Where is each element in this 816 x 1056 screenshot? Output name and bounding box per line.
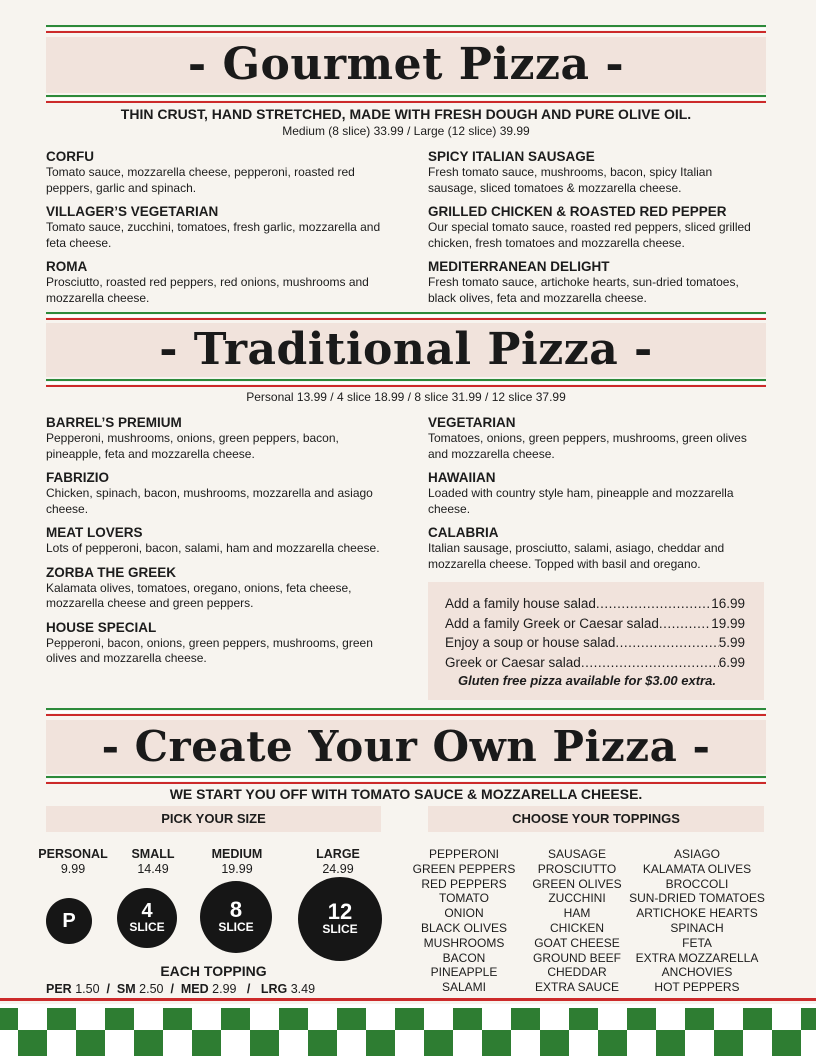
topping-item[interactable]: FETA — [682, 935, 712, 950]
checker-border — [0, 1004, 816, 1056]
extras-box — [428, 582, 764, 700]
item-description: Loaded with country style ham, pineapple and mozzarella cheese. — [428, 486, 734, 516]
size-medium[interactable] — [192, 847, 282, 877]
create-tagline: WE START YOU OFF WITH TOMATO SAUCE & MOZZARELLA CHEESE. — [169, 786, 643, 802]
menu-item — [428, 414, 764, 462]
small-size-circle — [117, 888, 177, 948]
topping-item[interactable]: PEPPERONI — [428, 847, 500, 861]
topping-item[interactable]: BLACK OLIVES — [420, 920, 508, 935]
tp-value: 2.99 — [212, 982, 237, 996]
item-name: ZORBA THE GREEK — [46, 564, 177, 580]
circle-label: 8 — [229, 897, 243, 923]
menu-item — [46, 564, 391, 612]
topping-item[interactable]: SAUSAGE — [547, 847, 607, 861]
tp-sep: / — [246, 982, 251, 996]
tp-label: SM — [116, 982, 136, 996]
topping-item[interactable]: ZUCCHINI — [548, 891, 606, 906]
size-price: 24.99 — [322, 862, 354, 876]
item-description: Italian sausage, prosciutto, salami, asiago, cheddar and mozzarella cheese. Topped with basil and oregano. — [428, 541, 725, 571]
item-name: CORFU — [46, 149, 94, 164]
extra-label: Enjoy a soup or house salad — [445, 635, 616, 650]
gourmet-prices: Medium (8 slice) 33.99 / Large (12 slice) 39.99 — [282, 124, 530, 138]
topping-item[interactable]: TOMATO — [438, 891, 489, 906]
tp-value: 2.50 — [139, 982, 164, 996]
item-name: HAWAIIAN — [428, 470, 496, 485]
stripe-divider — [46, 25, 766, 34]
tp-value: 3.49 — [290, 982, 316, 996]
menu-item — [428, 148, 764, 196]
menu-item — [46, 258, 391, 306]
item-name: HOUSE SPECIAL — [46, 619, 157, 635]
extra-price: 6.99 — [718, 654, 745, 670]
item-description: Pepperoni, bacon, onions, green peppers, mushrooms, green olives and mozzarella cheese. — [46, 635, 373, 665]
extra-price: 16.99 — [711, 596, 745, 611]
menu-item — [46, 524, 391, 557]
dot-leader — [615, 633, 718, 653]
size-header: PICK YOUR SIZE — [46, 806, 381, 832]
menu-item — [428, 524, 764, 572]
tp-sep: / — [170, 982, 174, 996]
topping-item[interactable]: BACON — [442, 950, 486, 965]
stripe-divider — [46, 312, 766, 321]
stripe-divider — [46, 379, 766, 388]
topping-item[interactable]: BROCCOLI — [665, 876, 729, 891]
traditional-right-column — [428, 414, 764, 579]
circle-slice-label: SLICE — [129, 920, 165, 935]
topping-item[interactable]: EXTRA SAUCE — [534, 980, 620, 995]
traditional-title: - Traditional Pizza - — [159, 324, 653, 375]
topping-item[interactable]: ARTICHOKE HEARTS — [636, 906, 758, 921]
extra-row — [445, 594, 745, 614]
item-name: MEDITERRANEAN DELIGHT — [428, 259, 610, 274]
circle-label: 12 — [327, 899, 353, 925]
size-name: LARGE — [316, 847, 360, 861]
stripe-divider — [46, 776, 766, 785]
dot-leader — [659, 614, 711, 634]
size-price: 14.49 — [137, 862, 169, 876]
extra-price: 5.99 — [718, 635, 745, 650]
topping-item[interactable]: ONION — [444, 906, 484, 921]
item-name: ROMA — [46, 259, 88, 274]
item-name: FABRIZIO — [46, 470, 109, 485]
extra-label: Greek or Caesar salad — [445, 654, 581, 670]
bottom-stripe-red — [0, 998, 816, 1001]
gourmet-title: - Gourmet Pizza - — [187, 39, 625, 90]
large-size-circle — [298, 877, 382, 961]
topping-item[interactable]: ANCHOVIES — [661, 965, 733, 980]
circle-slice-label: SLICE — [322, 922, 358, 937]
topping-item[interactable]: SUN-DRIED TOMATOES — [629, 891, 765, 906]
topping-item[interactable]: GREEN PEPPERS — [412, 861, 516, 876]
stripe-divider — [46, 95, 766, 104]
menu-item — [46, 414, 391, 462]
topping-prices — [46, 982, 315, 996]
topping-item[interactable]: PINEAPPLE — [430, 965, 498, 980]
create-banner — [46, 720, 766, 774]
circle-slice-label: SLICE — [218, 920, 254, 935]
menu-item — [46, 203, 391, 251]
menu-item — [46, 619, 391, 667]
item-description: Tomatoes, onions, green peppers, mushrooms, green olives and mozzarella cheese. — [428, 431, 747, 461]
size-price: 9.99 — [60, 862, 86, 876]
item-name: BARREL’S PREMIUM — [46, 415, 182, 430]
extra-label: Add a family Greek or Caesar salad — [445, 615, 659, 631]
size-large[interactable] — [293, 847, 383, 877]
item-description: Tomato sauce, zucchini, tomatoes, fresh garlic, mozzarella and feta cheese. — [46, 220, 381, 250]
topping-item[interactable]: KALAMATA OLIVES — [642, 861, 752, 876]
item-description: Lots of pepperoni, bacon, salami, ham and mozzarella cheese. — [46, 541, 380, 555]
medium-size-circle — [200, 881, 272, 953]
stripe-divider — [46, 708, 766, 717]
item-description: Kalamata olives, tomatoes, oregano, onions, feta cheese, mozzarella cheese and green peppers. — [46, 580, 352, 610]
topping-item[interactable]: HOT PEPPERS — [654, 980, 740, 995]
topping-item[interactable]: PROSCIUTTO — [537, 861, 617, 876]
item-description: Fresh tomato sauce, artichoke hearts, sun-dried tomatoes, black olives, feta and mozzarella cheese. — [428, 275, 739, 305]
traditional-left-column — [46, 414, 391, 674]
tp-sep: / — [106, 982, 110, 996]
toppings-column-2 — [523, 847, 631, 995]
personal-size-circle — [46, 898, 92, 944]
dot-leader — [596, 594, 711, 614]
size-price: 19.99 — [221, 862, 253, 876]
menu-item — [428, 469, 764, 517]
item-name: MEAT LOVERS — [46, 525, 143, 540]
extra-row — [445, 653, 745, 673]
topping-item[interactable]: ASIAGO — [673, 847, 720, 861]
item-description: Prosciutto, roasted red peppers, red onions, mushrooms and mozzarella cheese. — [46, 275, 369, 305]
tp-label: PER — [46, 982, 72, 996]
each-topping-heading: EACH TOPPING — [160, 963, 267, 979]
topping-item[interactable]: RED PEPPERS — [421, 876, 507, 891]
topping-item[interactable]: CHICKEN — [549, 920, 604, 935]
topping-item[interactable]: GROUND BEEF — [532, 950, 621, 965]
topping-item[interactable]: GREEN OLIVES — [532, 876, 622, 891]
topping-item[interactable]: SALAMI — [441, 980, 486, 995]
gourmet-banner — [46, 37, 766, 93]
extra-row — [445, 614, 745, 634]
item-name: GRILLED CHICKEN & ROASTED RED PEPPER — [428, 204, 727, 219]
topping-item[interactable]: EXTRA MOZZARELLA — [635, 950, 759, 965]
item-name: VEGETARIAN — [428, 415, 516, 430]
extra-label: Add a family house salad — [445, 596, 596, 611]
item-description: Fresh tomato sauce, mushrooms, bacon, spicy Italian sausage, sliced tomatoes & mozzarella cheese. — [428, 165, 713, 195]
size-name: PERSONAL — [38, 847, 108, 861]
menu-item — [428, 203, 764, 251]
toppings-column-1 — [405, 847, 523, 995]
menu-item — [46, 469, 391, 517]
tp-label: MED — [180, 982, 209, 996]
item-description: Chicken, spinach, bacon, mushrooms, mozzarella and asiago cheese. — [46, 486, 373, 516]
item-description: Pepperoni, mushrooms, onions, green peppers, bacon, pineapple, feta and mozzarella cheese. — [46, 431, 339, 461]
gourmet-right-column — [428, 148, 764, 313]
topping-item[interactable]: GOAT CHEESE — [534, 935, 620, 950]
item-name: VILLAGER’S VEGETARIAN — [46, 204, 219, 219]
traditional-prices: Personal 13.99 / 4 slice 18.99 / 8 slice 31.99 / 12 slice 37.99 — [246, 390, 566, 404]
item-description: Our special tomato sauce, roasted red peppers, sliced grilled chicken, fresh tomatoes and mozzarella cheese. — [428, 220, 751, 250]
create-title: - Create Your Own Pizza - — [101, 722, 711, 771]
circle-label: 4 — [141, 900, 153, 923]
dot-leader — [581, 653, 719, 673]
extra-row — [445, 633, 745, 653]
item-name: SPICY ITALIAN SAUSAGE — [428, 149, 595, 164]
gluten-free-note: Gluten free pizza available for $3.00 extra. — [458, 673, 716, 688]
item-name: CALABRIA — [428, 525, 499, 540]
tp-label: LRG — [260, 982, 288, 996]
topping-item[interactable]: HAM — [563, 906, 591, 921]
size-name: MEDIUM — [211, 847, 263, 861]
size-personal[interactable] — [28, 847, 118, 877]
gourmet-tagline: THIN CRUST, HAND STRETCHED, MADE WITH FRESH DOUGH AND PURE OLIVE OIL. — [120, 106, 692, 122]
topping-item[interactable]: MUSHROOMS — [423, 935, 505, 950]
tp-value: 1.50 — [75, 982, 100, 996]
menu-item — [428, 258, 764, 306]
circle-label: P — [62, 910, 76, 932]
size-small[interactable] — [108, 847, 198, 877]
toppings-header: CHOOSE YOUR TOPPINGS — [428, 806, 764, 832]
traditional-banner — [46, 323, 766, 377]
size-name: SMALL — [131, 847, 175, 861]
toppings-column-3 — [627, 847, 767, 995]
extra-price: 19.99 — [711, 615, 745, 631]
menu-item — [46, 148, 391, 196]
item-description: Tomato sauce, mozzarella cheese, pepperoni, roasted red peppers, garlic and spinach. — [46, 165, 355, 195]
topping-item[interactable]: CHEDDAR — [547, 965, 607, 980]
topping-item[interactable]: SPINACH — [670, 920, 724, 935]
gourmet-left-column — [46, 148, 391, 313]
